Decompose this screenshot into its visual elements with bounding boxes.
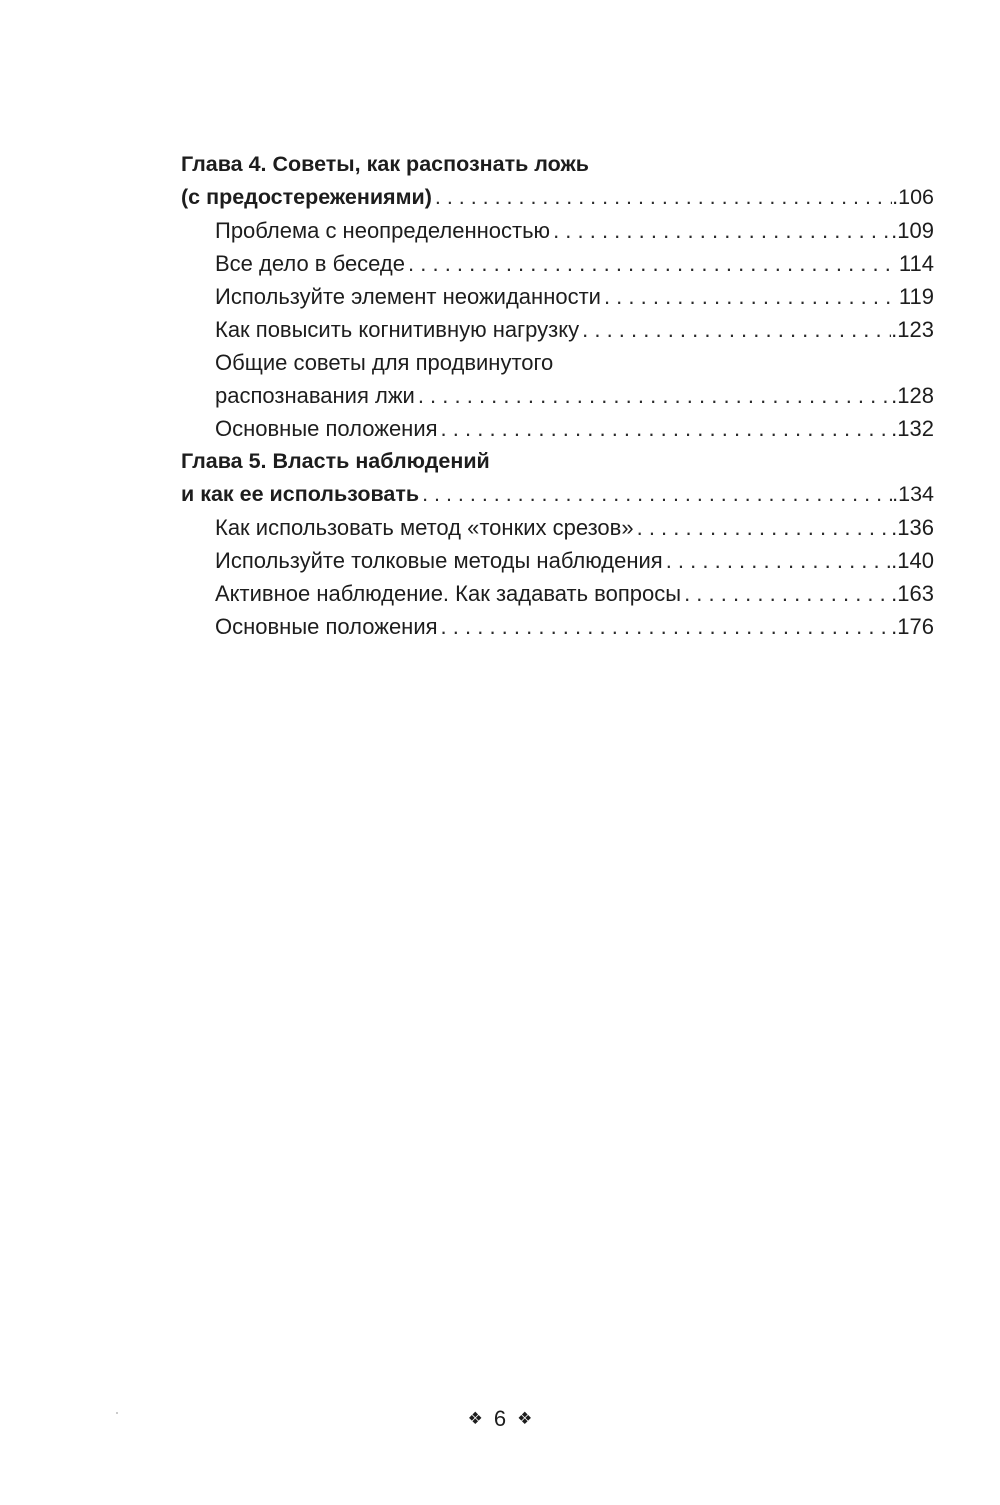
section-title: Используйте элемент неожиданности [215,284,601,309]
page-number: .134 [892,482,934,506]
section-title: Как использовать метод «тонких срезов» [215,515,634,540]
page-number: .123 [891,317,934,342]
dot-leader [438,412,892,445]
toc-entry[interactable] [181,379,934,412]
dot-leader [405,247,899,280]
section-title: Как повысить когнитивную нагрузку [215,317,580,342]
dot-leader [419,478,892,511]
section-title: Активное наблюдение. Как задавать вопросы [215,581,682,606]
toc-entry[interactable] [181,247,934,280]
toc-entry[interactable] [181,313,934,346]
chapter-title-text: Глава 4. Советы, как распознать ложь [181,152,589,176]
page-number: .106 [892,185,934,209]
dot-leader [601,280,899,313]
page-number: .176 [891,614,934,639]
toc-entry[interactable] [181,544,934,577]
section-title: Основные положения [215,416,438,441]
dot-leader [432,181,892,214]
chapter-5-entry[interactable] [181,478,934,511]
dot-leader [438,610,892,643]
toc-entry[interactable] [181,610,934,643]
page-number: 114 [898,251,934,276]
chapter-4-title-line1 [181,148,934,181]
page-number: .163 [891,581,934,606]
section-title: Общие советы для продвинутого [215,350,554,375]
dot-leader [634,511,892,544]
dot-leader [550,214,891,247]
section-title: Основные положения [215,614,438,639]
page-number: .128 [891,383,934,408]
four-petal-diamond-icon: ❖ [517,1409,533,1428]
page-number: .136 [891,515,934,540]
page-number: .140 [891,548,934,573]
toc-entry[interactable] [181,412,934,445]
section-title: Проблема с неопределенностью [215,218,551,243]
chapter-5-title-line1 [181,445,934,478]
page-number: 119 [898,284,934,309]
dot-leader [579,313,891,346]
chapter-4-entry[interactable] [181,181,934,214]
table-of-contents [181,148,934,643]
toc-entry[interactable] [181,511,934,544]
four-petal-diamond-icon: ❖ [467,1409,483,1428]
toc-entry-line1 [181,346,934,379]
page-number: .109 [891,218,934,243]
page-footer [0,1404,1000,1434]
footer-page-number: 6 [493,1406,507,1431]
chapter-title-text: Глава 5. Власть наблюдений [181,449,490,473]
page-number: .132 [891,416,934,441]
toc-entry[interactable] [181,280,934,313]
dot-leader [415,379,891,412]
chapter-title-text: (с предостережениями) [181,185,432,209]
toc-entry[interactable] [181,214,934,247]
section-title: Используйте толковые методы наблюдения [215,548,663,573]
toc-entry[interactable] [181,577,934,610]
chapter-title-text: и как ее использовать [181,482,420,506]
section-title: Все дело в беседе [215,251,406,276]
dot-leader [663,544,891,577]
dot-leader [681,577,891,610]
section-title: распознавания лжи [215,383,415,408]
